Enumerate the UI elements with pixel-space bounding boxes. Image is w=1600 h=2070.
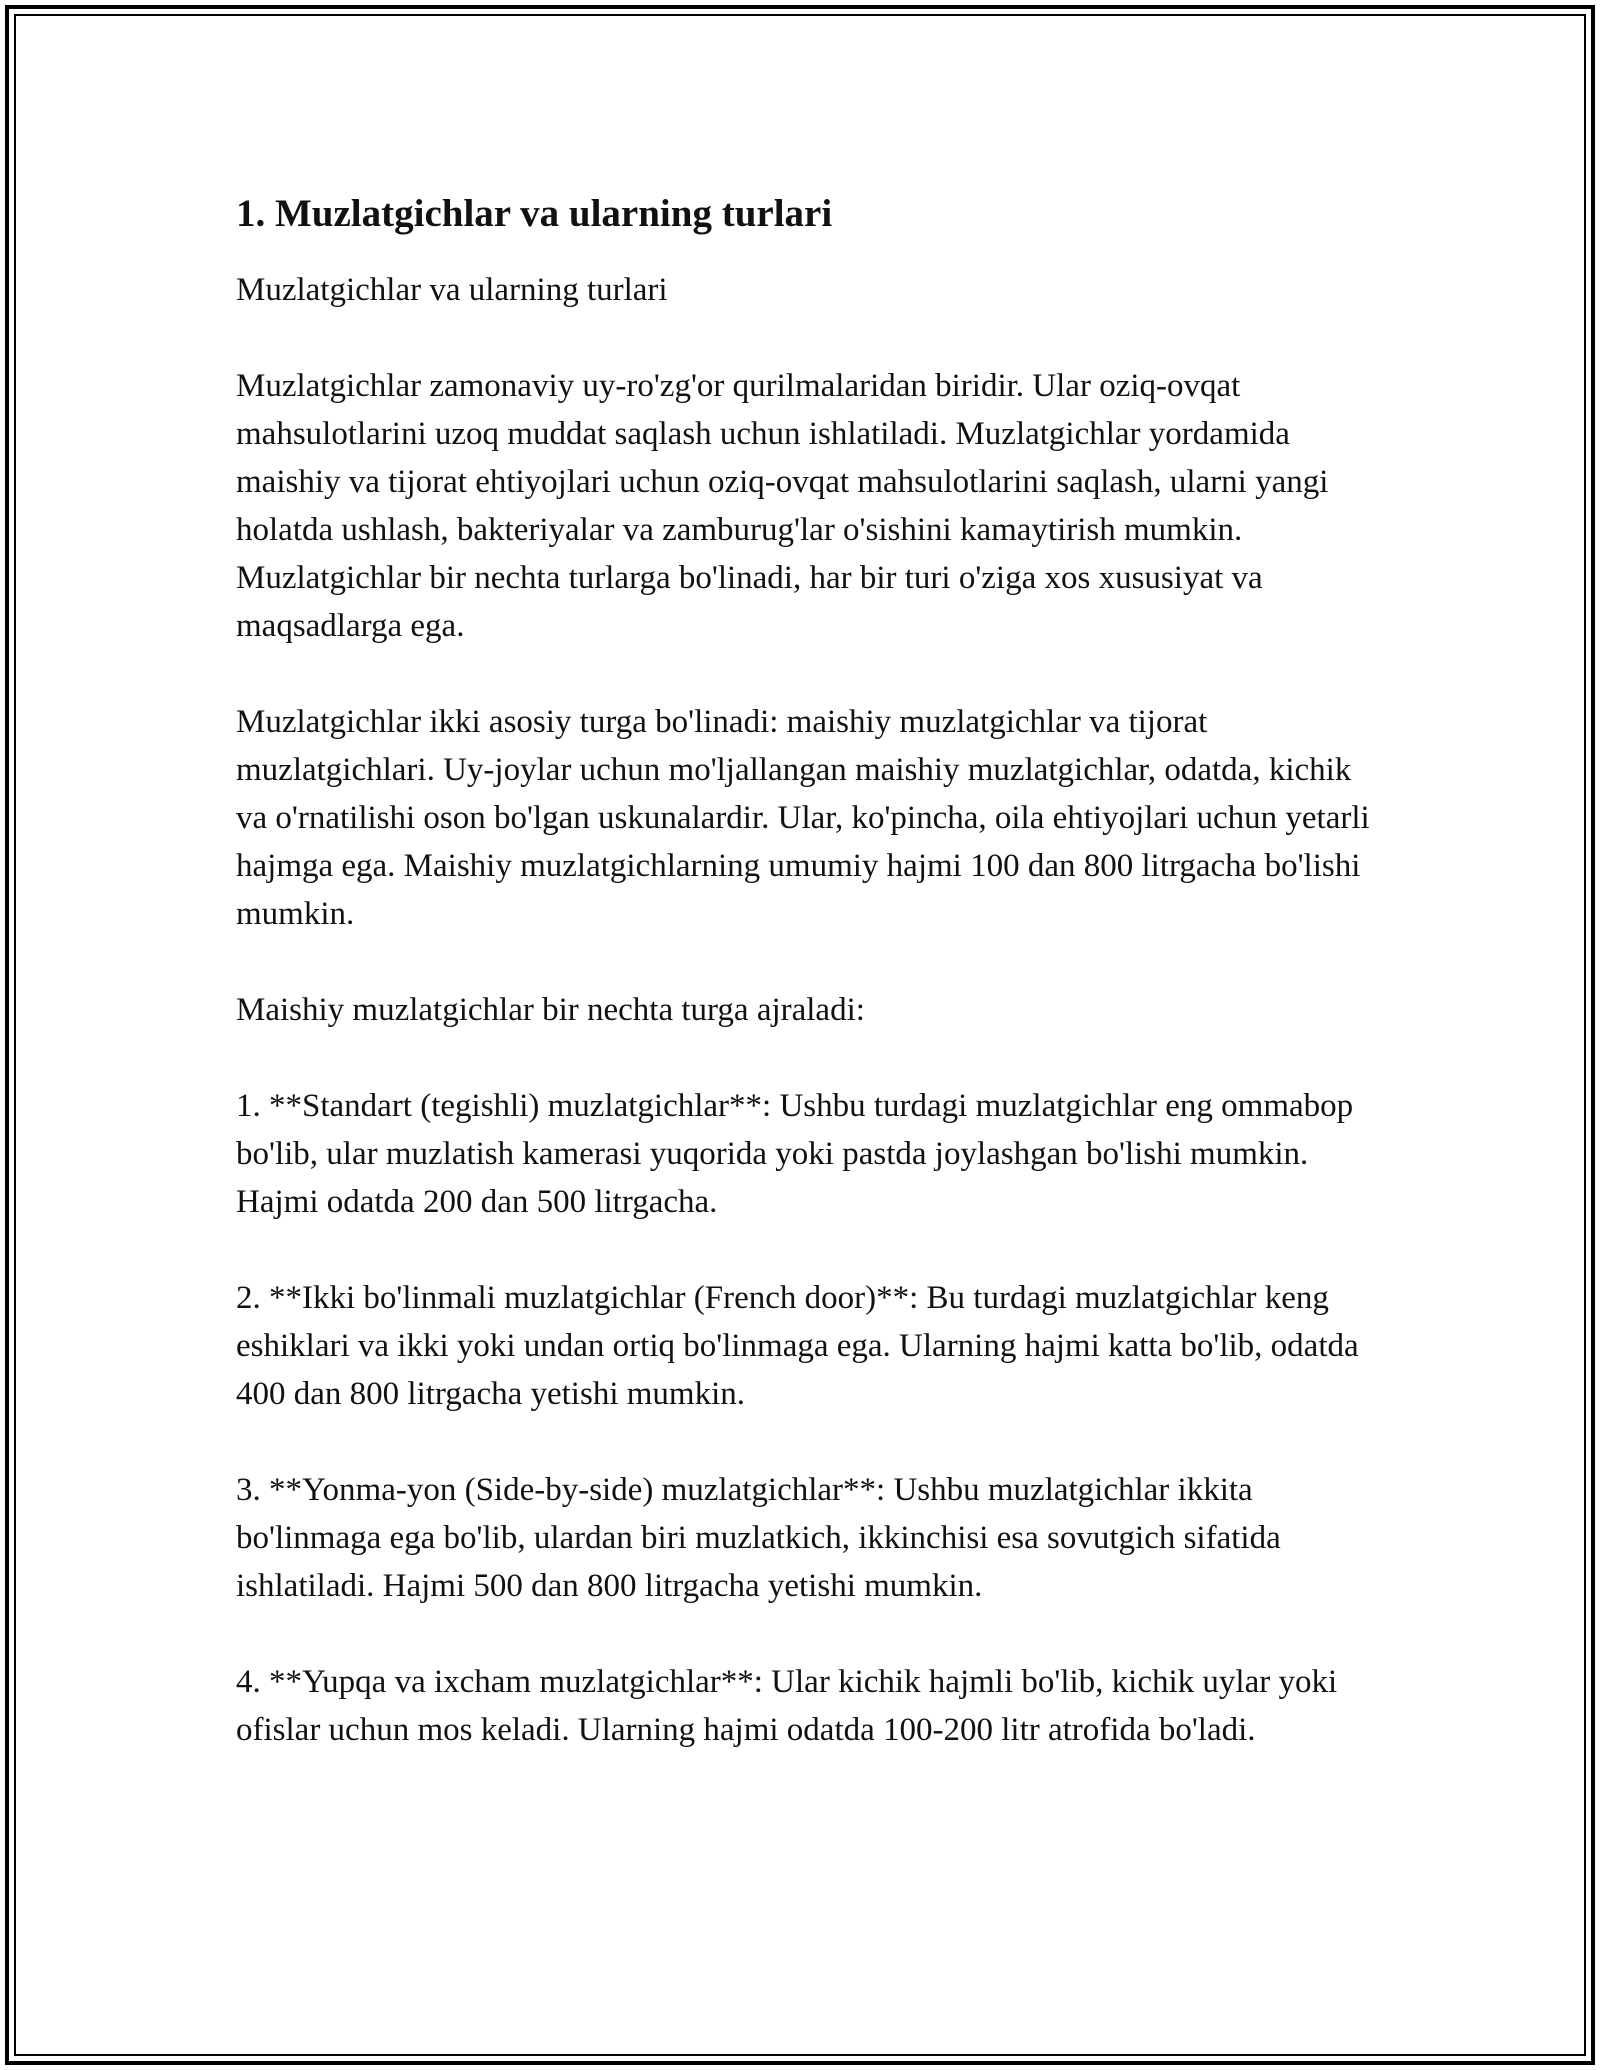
paragraph-intro: Muzlatgichlar zamonaviy uy-ro'zg'or qurilmalaridan biridir. Ular oziq-ovqat mahsulotlarini uzoq muddat saqlash uchun ishlatiladi. Muzlatgichlar yordamida maishiy va tijorat ehtiyojlari uchun oziq-ovqat mahsulotlarini saqlash, ularni yangi holatda ushlash, bakteriyalar va zamburug'lar o'sishini kamaytirish mumkin. Muzlatgichlar bir nechta turlarga bo'linadi, har bir turi o'ziga xos xususiyat va maqsadlarga ega. [236,368,1329,644]
document-subtitle: Muzlatgichlar va ularning turlari [236,272,668,308]
paragraph-household-types-lead: Maishiy muzlatgichlar bir nechta turga ajraladi: [236,992,865,1028]
paragraph-main-types: Muzlatgichlar ikki asosiy turga bo'linadi: maishiy muzlatgichlar va tijorat muzlatgichlari. Uy-joylar uchun mo'ljallangan maishiy muzlatgichlar, odatda, kichik va o'rnatilishi oson bo'lgan uskunalardir. Ular, ko'pincha, oila ehtiyojlari uchun yetarli hajmga ega. Maishiy muzlatgichlarning umumiy hajmi 100 dan 800 litrgacha bo'lishi mumkin. [236,704,1370,932]
list-item-compact: 4. **Yupqa va ixcham muzlatgichlar**: Ular kichik hajmli bo'lib, kichik uylar yoki ofislar uchun mos keladi. Ularning hajmi odatda 100-200 litr atrofida bo'ladi. [236,1664,1338,1748]
list-item-standard: 1. **Standart (tegishli) muzlatgichlar**: Ushbu turdagi muzlatgichlar eng ommabop bo'lib, ular muzlatish kamerasi yuqorida yoki pastda joylashgan bo'lishi mumkin. Hajmi odatda 200 dan 500 litrgacha. [236,1088,1354,1220]
document-body [236,188,1376,1754]
document-title: 1. Muzlatgichlar va ularning turlari [236,192,833,235]
list-item-side-by-side: 3. **Yonma-yon (Side-by-side) muzlatgichlar**: Ushbu muzlatgichlar ikkita bo'linmaga ega bo'lib, ulardan biri muzlatkich, ikkinchisi esa sovutgich sifatida ishlatiladi. Hajmi 500 dan 800 litrgacha yetishi mumkin. [236,1472,1281,1604]
list-item-french-door: 2. **Ikki bo'linmali muzlatgichlar (French door)**: Bu turdagi muzlatgichlar keng eshiklari va ikki yoki undan ortiq bo'linmaga ega. Ularning hajmi katta bo'lib, odatda 400 dan 800 litrgacha yetishi mumkin. [236,1280,1359,1412]
